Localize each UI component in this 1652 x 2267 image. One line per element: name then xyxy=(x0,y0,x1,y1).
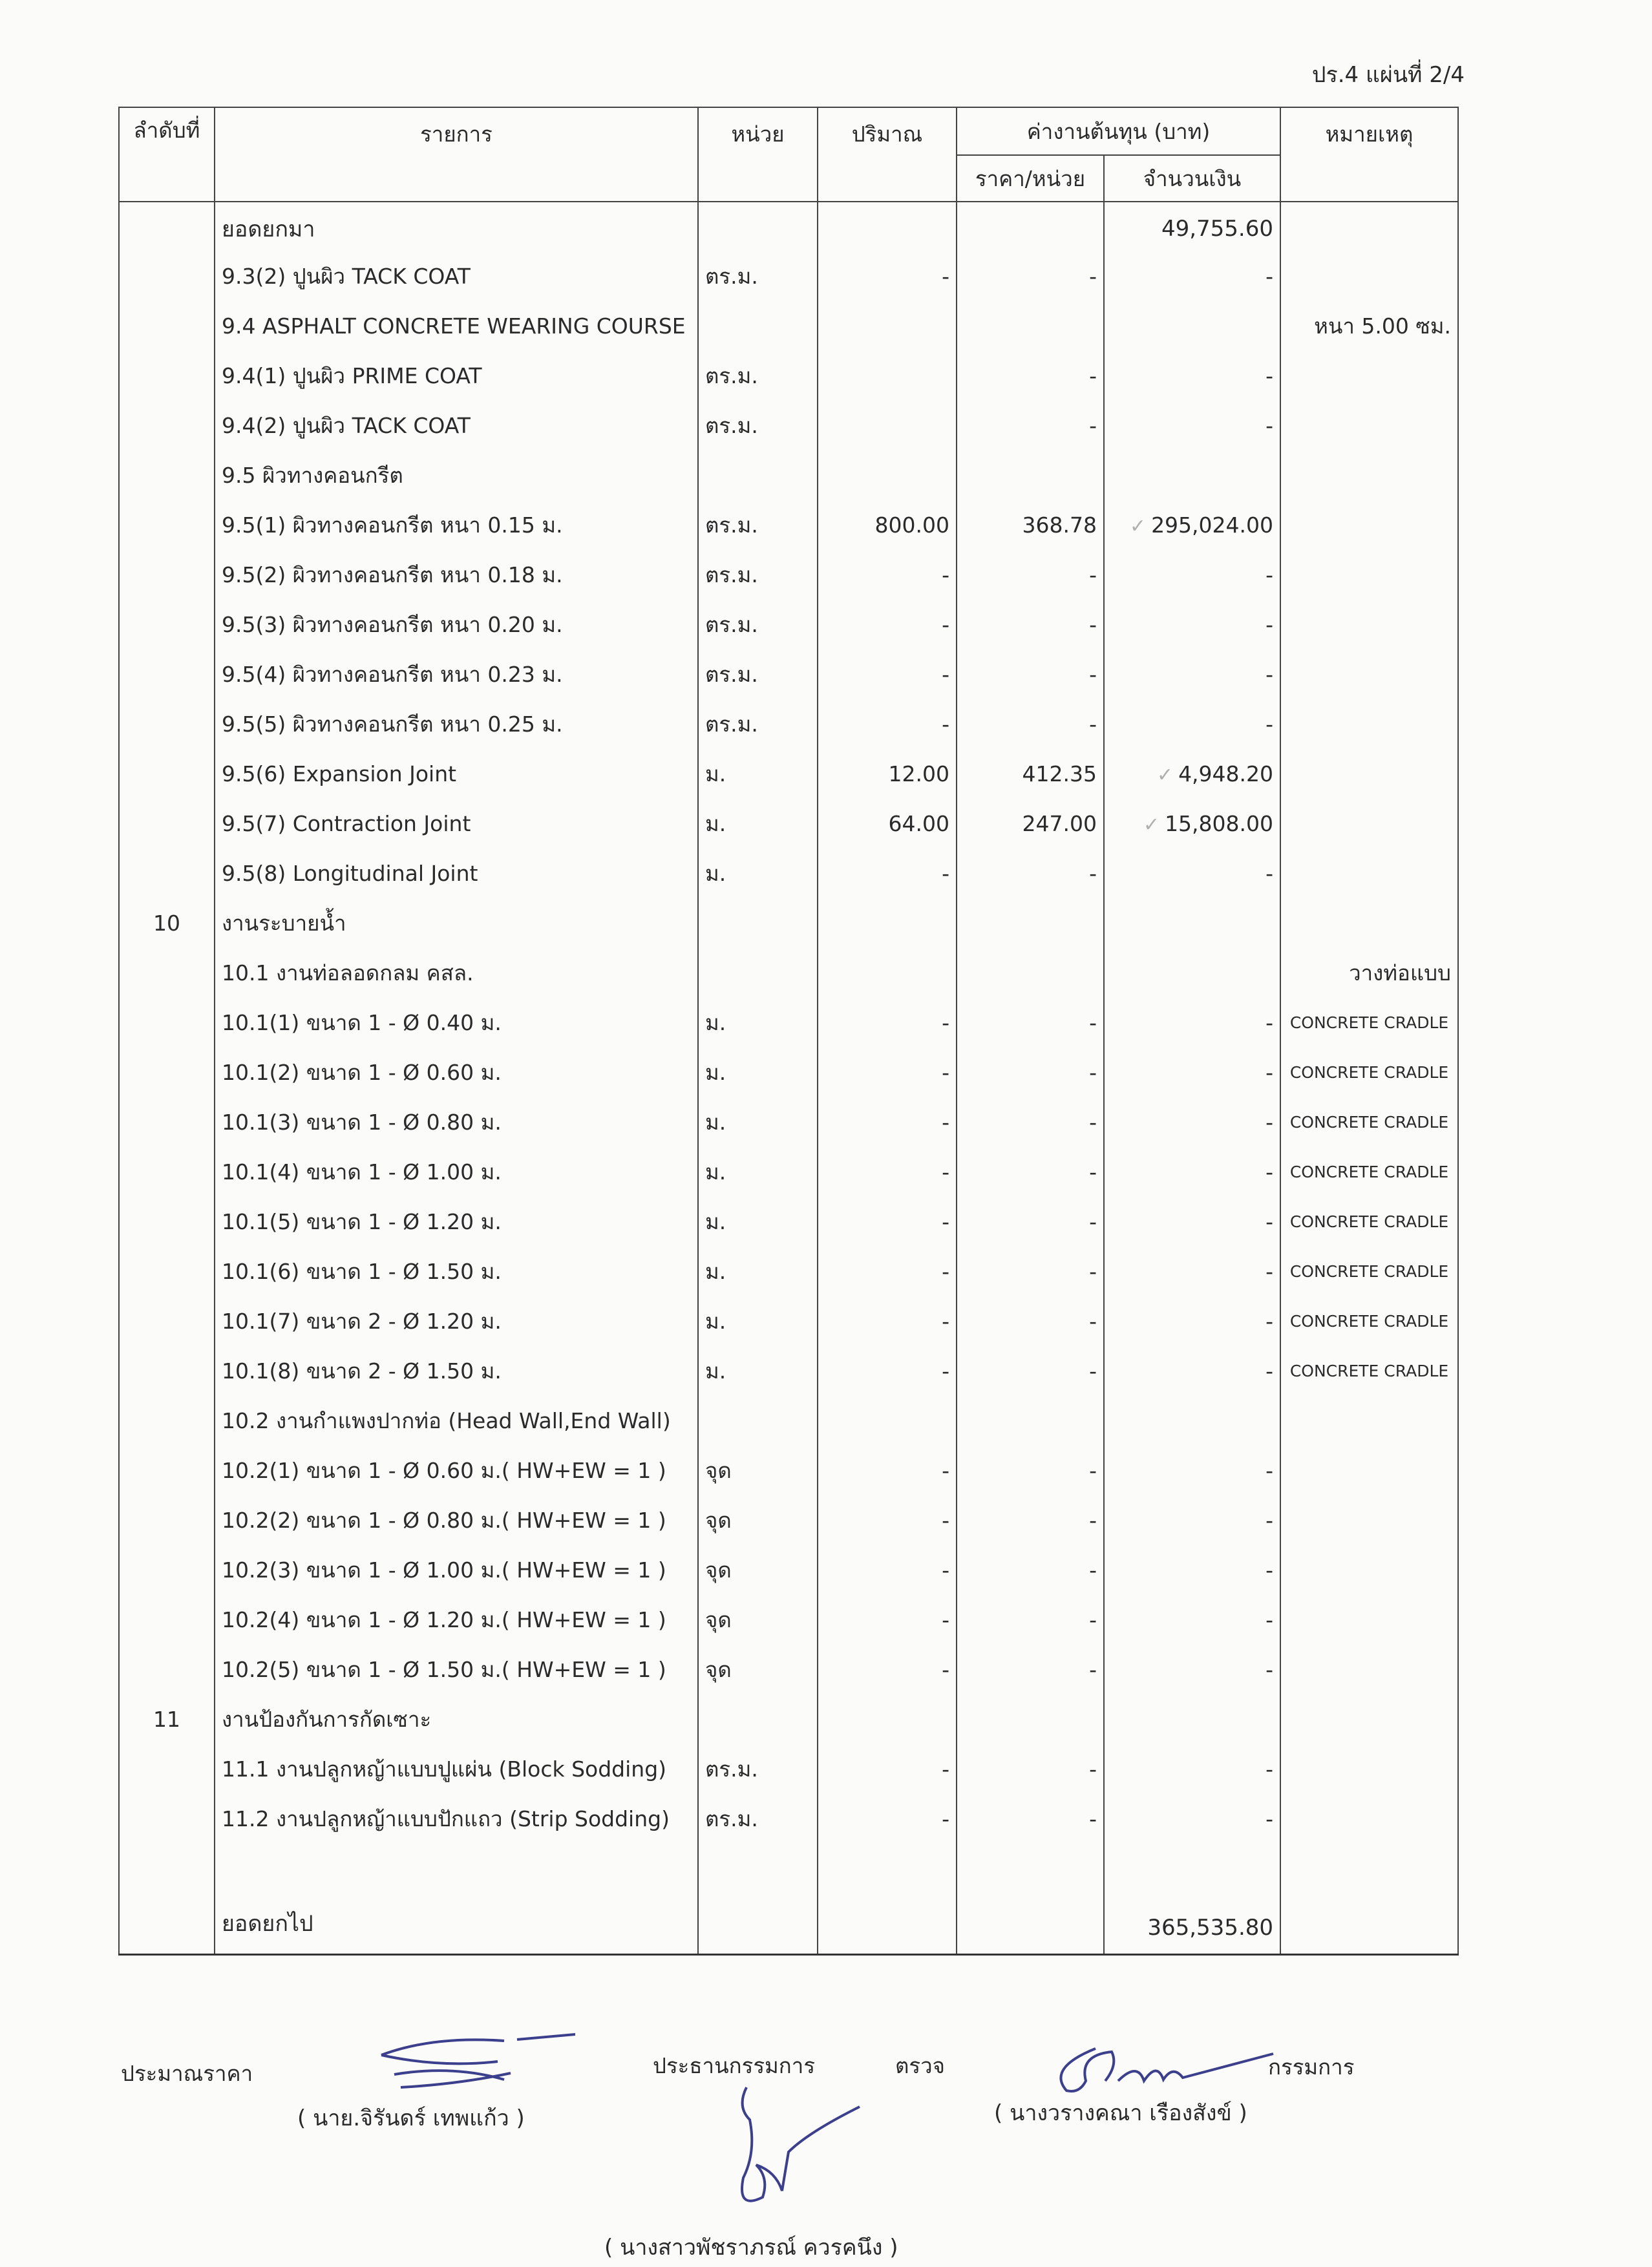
cell-item: 10.2(4) ขนาด 1 - Ø 1.20 ม.( HW+EW = 1 ) xyxy=(215,1595,698,1645)
chair-signature xyxy=(717,2081,885,2230)
cell-no xyxy=(119,1446,215,1495)
cell-amount: - xyxy=(1104,1545,1280,1595)
cell-item: 10.1(1) ขนาด 1 - Ø 0.40 ม. xyxy=(215,998,698,1048)
cell-unit xyxy=(698,301,818,351)
cell-item: 10.1(5) ขนาด 1 - Ø 1.20 ม. xyxy=(215,1197,698,1247)
cell-item: 9.5(5) ผิวทางคอนกรีต หนา 0.25 ม. xyxy=(215,699,698,749)
cell-item: 10.1(6) ขนาด 1 - Ø 1.50 ม. xyxy=(215,1247,698,1296)
cell-item: 9.4 ASPHALT CONCRETE WEARING COURSE xyxy=(215,301,698,351)
cell-note: CONCRETE CRADLE xyxy=(1280,1197,1458,1247)
cell-item: 11.1 งานปลูกหญ้าแบบปูแผ่น (Block Sodding) xyxy=(215,1744,698,1794)
cell-qty: - xyxy=(818,699,957,749)
member-name: ( นางวรางคณา เรืองสังข์ ) xyxy=(994,2100,1247,2126)
cell-unit-price: - xyxy=(957,1097,1104,1147)
cost-table xyxy=(118,107,1459,1956)
chair-label: ประธานกรรมการ xyxy=(653,2053,816,2078)
cell-amount xyxy=(1104,450,1280,500)
cell-item: 9.5(4) ผิวทางคอนกรีต หนา 0.23 ม. xyxy=(215,649,698,699)
cell-qty: - xyxy=(818,1247,957,1296)
cell-qty: - xyxy=(818,1495,957,1545)
cell-unit-price xyxy=(957,1396,1104,1446)
cell-no xyxy=(119,1097,215,1147)
cell-amount xyxy=(1104,301,1280,351)
cell-unit xyxy=(698,1844,818,1955)
cell-amount: - xyxy=(1104,649,1280,699)
cell-unit: ตร.ม. xyxy=(698,600,818,649)
cell-item: 9.4(1) ปูนผิว PRIME COAT xyxy=(215,351,698,401)
cell-note xyxy=(1280,500,1458,550)
table-row xyxy=(119,1446,1458,1495)
amount-value: 295,024.00 xyxy=(1151,512,1274,538)
cell-unit: ม. xyxy=(698,1197,818,1247)
cell-item: 10.1(8) ขนาด 2 - Ø 1.50 ม. xyxy=(215,1346,698,1396)
cell-no xyxy=(119,1048,215,1097)
cell-unit: ม. xyxy=(698,1346,818,1396)
cell-qty xyxy=(818,1396,957,1446)
cell-unit: จุด xyxy=(698,1495,818,1545)
cell-qty xyxy=(818,401,957,450)
cell-qty xyxy=(818,1694,957,1744)
cell-unit: ตร.ม. xyxy=(698,649,818,699)
cell-no xyxy=(119,450,215,500)
cell-amount xyxy=(1104,1396,1280,1446)
check-mark-icon: ✓ xyxy=(1156,764,1174,786)
cell-qty: - xyxy=(818,550,957,600)
cell-amount: 49,755.60 xyxy=(1104,202,1280,251)
cell-amount xyxy=(1104,500,1280,550)
table-row xyxy=(119,351,1458,401)
cell-item: 10.1(2) ขนาด 1 - Ø 0.60 ม. xyxy=(215,1048,698,1097)
table-row xyxy=(119,1097,1458,1147)
cell-item: 9.4(2) ปูนผิว TACK COAT xyxy=(215,401,698,450)
cell-note xyxy=(1280,351,1458,401)
cell-unit xyxy=(698,450,818,500)
cell-unit-price xyxy=(957,948,1104,998)
cell-unit-price: - xyxy=(957,251,1104,301)
header-unit: หน่วย xyxy=(698,107,818,202)
cell-note: CONCRETE CRADLE xyxy=(1280,1296,1458,1346)
table-row xyxy=(119,1048,1458,1097)
cell-amount: - xyxy=(1104,849,1280,898)
cell-unit: ม. xyxy=(698,799,818,849)
table-row xyxy=(119,1346,1458,1396)
cell-unit: ม. xyxy=(698,1296,818,1346)
cell-unit-price: - xyxy=(957,1595,1104,1645)
table-row xyxy=(119,1545,1458,1595)
cell-qty: - xyxy=(818,1595,957,1645)
cell-unit-price xyxy=(957,1694,1104,1744)
cell-item: 9.5(7) Contraction Joint xyxy=(215,799,698,849)
cell-item: 9.5(6) Expansion Joint xyxy=(215,749,698,799)
cell-qty: 12.00 xyxy=(818,749,957,799)
cell-qty: - xyxy=(818,1794,957,1844)
cell-note xyxy=(1280,1744,1458,1794)
cell-qty xyxy=(818,351,957,401)
signature-block xyxy=(0,2036,1652,2267)
table-row xyxy=(119,1645,1458,1694)
cell-amount: - xyxy=(1104,1794,1280,1844)
cell-unit xyxy=(698,898,818,948)
cell-no xyxy=(119,1296,215,1346)
cell-no xyxy=(119,600,215,649)
cell-note xyxy=(1280,1545,1458,1595)
cell-unit-price: - xyxy=(957,649,1104,699)
cell-amount xyxy=(1104,898,1280,948)
carry-forward-row xyxy=(119,1844,1458,1955)
table-row xyxy=(119,998,1458,1048)
carry-forward-label: ยอดยกไป xyxy=(215,1844,698,1955)
cell-unit-price: - xyxy=(957,351,1104,401)
table-row xyxy=(119,1794,1458,1844)
cell-no xyxy=(119,301,215,351)
cell-no xyxy=(119,1794,215,1844)
cell-no xyxy=(119,1197,215,1247)
member-signature xyxy=(1034,2029,1306,2100)
table-row xyxy=(119,1744,1458,1794)
cell-unit: จุด xyxy=(698,1545,818,1595)
cell-unit: ม. xyxy=(698,998,818,1048)
cell-no xyxy=(119,1346,215,1396)
cell-qty xyxy=(818,898,957,948)
cell-unit-price: - xyxy=(957,998,1104,1048)
cell-item: 10.1 งานท่อลอดกลม คสล. xyxy=(215,948,698,998)
cell-no xyxy=(119,699,215,749)
check-label: ตรวจ xyxy=(895,2053,946,2078)
cell-no xyxy=(119,998,215,1048)
cell-qty xyxy=(818,450,957,500)
cell-unit xyxy=(698,948,818,998)
cell-unit-price: - xyxy=(957,1346,1104,1396)
cell-item: 10.2(2) ขนาด 1 - Ø 0.80 ม.( HW+EW = 1 ) xyxy=(215,1495,698,1545)
cell-qty xyxy=(818,948,957,998)
cell-unit-price: - xyxy=(957,1247,1104,1296)
cell-note xyxy=(1280,1495,1458,1545)
table-row xyxy=(119,749,1458,799)
cell-amount: - xyxy=(1104,600,1280,649)
cell-unit-price: 412.35 xyxy=(957,749,1104,799)
cell-unit: ม. xyxy=(698,849,818,898)
cell-amount: - xyxy=(1104,998,1280,1048)
cell-amount: - xyxy=(1104,1744,1280,1794)
table-row xyxy=(119,301,1458,351)
cell-qty: - xyxy=(818,1346,957,1396)
cell-qty: 64.00 xyxy=(818,799,957,849)
cell-no xyxy=(119,202,215,251)
carry-forward-amount: 365,535.80 xyxy=(1104,1844,1280,1955)
header-item: รายการ xyxy=(215,107,698,202)
cell-note xyxy=(1280,749,1458,799)
cell-no xyxy=(119,550,215,600)
cell-unit-price: - xyxy=(957,1147,1104,1197)
cell-amount: - xyxy=(1104,1346,1280,1396)
cell-item: 10.2 งานกำแพงปากท่อ (Head Wall,End Wall) xyxy=(215,1396,698,1446)
cell-unit-price: - xyxy=(957,401,1104,450)
cell-unit: ตร.ม. xyxy=(698,550,818,600)
cell-item: งานป้องกันการกัดเซาะ xyxy=(215,1694,698,1744)
cell-unit-price: - xyxy=(957,550,1104,600)
cell-no xyxy=(119,351,215,401)
cell-no xyxy=(119,649,215,699)
cell-note xyxy=(1280,1446,1458,1495)
table-row xyxy=(119,1595,1458,1645)
cell-qty: - xyxy=(818,1744,957,1794)
cell-unit-price: - xyxy=(957,1197,1104,1247)
cell-unit: ม. xyxy=(698,1247,818,1296)
cell-unit: ตร.ม. xyxy=(698,251,818,301)
cell-unit: ม. xyxy=(698,749,818,799)
cell-qty: 800.00 xyxy=(818,500,957,550)
cell-unit: ตร.ม. xyxy=(698,1794,818,1844)
cell-note xyxy=(1280,849,1458,898)
cell-note xyxy=(1280,1844,1458,1955)
table-row xyxy=(119,600,1458,649)
cell-no: 11 xyxy=(119,1694,215,1744)
cell-qty: - xyxy=(818,1197,957,1247)
cell-no xyxy=(119,849,215,898)
cell-unit: ม. xyxy=(698,1097,818,1147)
header-amount: จำนวนเงิน xyxy=(1104,155,1280,202)
cell-unit-price xyxy=(957,202,1104,251)
cell-unit-price: - xyxy=(957,600,1104,649)
cell-unit xyxy=(698,1694,818,1744)
cell-qty: - xyxy=(818,998,957,1048)
cell-unit: จุด xyxy=(698,1595,818,1645)
table-row xyxy=(119,1694,1458,1744)
cell-unit: ม. xyxy=(698,1147,818,1197)
cell-amount xyxy=(1104,799,1280,849)
cell-no xyxy=(119,1495,215,1545)
cell-no: 10 xyxy=(119,898,215,948)
table-row xyxy=(119,699,1458,749)
cell-amount xyxy=(1104,948,1280,998)
cell-amount: - xyxy=(1104,1296,1280,1346)
cell-unit-price: - xyxy=(957,1545,1104,1595)
cell-amount xyxy=(1104,1694,1280,1744)
cell-item: 9.5(2) ผิวทางคอนกรีต หนา 0.18 ม. xyxy=(215,550,698,600)
cell-unit-price: - xyxy=(957,1048,1104,1097)
cell-qty: - xyxy=(818,1545,957,1595)
cell-no xyxy=(119,401,215,450)
member-label: กรรมการ xyxy=(1268,2054,1355,2080)
cell-qty xyxy=(818,202,957,251)
cell-item: 9.3(2) ปูนผิว TACK COAT xyxy=(215,251,698,301)
cell-item: 10.2(1) ขนาด 1 - Ø 0.60 ม.( HW+EW = 1 ) xyxy=(215,1446,698,1495)
header-note: หมายเหตุ xyxy=(1280,107,1458,202)
cell-unit-price: - xyxy=(957,1794,1104,1844)
table-row xyxy=(119,1495,1458,1545)
check-mark-icon: ✓ xyxy=(1143,814,1160,836)
cell-unit: ตร.ม. xyxy=(698,699,818,749)
cell-note: CONCRETE CRADLE xyxy=(1280,1048,1458,1097)
cell-amount: - xyxy=(1104,1495,1280,1545)
table-row xyxy=(119,1296,1458,1346)
cell-note xyxy=(1280,401,1458,450)
cell-note xyxy=(1280,1794,1458,1844)
table-row xyxy=(119,251,1458,301)
estimator-label: ประมาณราคา xyxy=(121,2061,253,2086)
cell-amount: - xyxy=(1104,1645,1280,1694)
cell-note xyxy=(1280,600,1458,649)
table-row xyxy=(119,1197,1458,1247)
cell-unit-price: - xyxy=(957,849,1104,898)
cell-unit-price: - xyxy=(957,1446,1104,1495)
cell-item: 10.1(3) ขนาด 1 - Ø 0.80 ม. xyxy=(215,1097,698,1147)
cell-no xyxy=(119,1147,215,1197)
table-row xyxy=(119,799,1458,849)
table-row xyxy=(119,401,1458,450)
cell-unit: ม. xyxy=(698,1048,818,1097)
table-row xyxy=(119,1396,1458,1446)
cell-qty: - xyxy=(818,1147,957,1197)
table-row xyxy=(119,948,1458,998)
table-row xyxy=(119,1147,1458,1197)
cell-item: ยอดยกมา xyxy=(215,202,698,251)
cell-item: 11.2 งานปลูกหญ้าแบบปักแถว (Strip Sodding) xyxy=(215,1794,698,1844)
cell-item: 9.5(3) ผิวทางคอนกรีต หนา 0.20 ม. xyxy=(215,600,698,649)
cell-note xyxy=(1280,450,1458,500)
cell-unit xyxy=(698,1396,818,1446)
cell-qty: - xyxy=(818,1048,957,1097)
page-reference: ปร.4 แผ่นที่ 2/4 xyxy=(1311,62,1465,88)
estimator-signature xyxy=(355,2029,575,2100)
cell-note: วางท่อแบบ xyxy=(1280,948,1458,998)
cell-unit-price xyxy=(957,301,1104,351)
cell-qty xyxy=(818,1844,957,1955)
cell-unit-price xyxy=(957,1844,1104,1955)
cell-qty: - xyxy=(818,1645,957,1694)
header-unit-price: ราคา/หน่วย xyxy=(957,155,1104,202)
cell-note xyxy=(1280,699,1458,749)
cell-qty: - xyxy=(818,251,957,301)
cell-amount: - xyxy=(1104,1048,1280,1097)
cell-qty: - xyxy=(818,849,957,898)
cell-amount: - xyxy=(1104,1147,1280,1197)
cell-note: CONCRETE CRADLE xyxy=(1280,1147,1458,1197)
cell-unit xyxy=(698,202,818,251)
cell-note: CONCRETE CRADLE xyxy=(1280,1346,1458,1396)
cell-note xyxy=(1280,799,1458,849)
table-row xyxy=(119,849,1458,898)
cell-no xyxy=(119,1844,215,1955)
cell-qty: - xyxy=(818,1446,957,1495)
cell-no xyxy=(119,1545,215,1595)
cell-unit: จุด xyxy=(698,1446,818,1495)
cell-note xyxy=(1280,1645,1458,1694)
cell-note: CONCRETE CRADLE xyxy=(1280,1097,1458,1147)
cell-no xyxy=(119,1744,215,1794)
cell-amount: - xyxy=(1104,251,1280,301)
cell-item: งานระบายน้ำ xyxy=(215,898,698,948)
cell-item: 10.2(5) ขนาด 1 - Ø 1.50 ม.( HW+EW = 1 ) xyxy=(215,1645,698,1694)
amount-value: 15,808.00 xyxy=(1165,811,1274,836)
cell-unit-price: - xyxy=(957,1645,1104,1694)
cell-note: CONCRETE CRADLE xyxy=(1280,1247,1458,1296)
cell-unit-price: - xyxy=(957,1296,1104,1346)
table-row xyxy=(119,500,1458,550)
cell-note xyxy=(1280,1595,1458,1645)
table-row xyxy=(119,202,1458,251)
cell-note xyxy=(1280,1396,1458,1446)
cell-amount: - xyxy=(1104,1247,1280,1296)
cell-amount: - xyxy=(1104,699,1280,749)
cell-qty: - xyxy=(818,600,957,649)
cell-amount: - xyxy=(1104,351,1280,401)
cell-item: 10.2(3) ขนาด 1 - Ø 1.00 ม.( HW+EW = 1 ) xyxy=(215,1545,698,1595)
table-row xyxy=(119,450,1458,500)
cell-note xyxy=(1280,202,1458,251)
header-no: ลำดับที่ xyxy=(119,107,215,202)
cell-unit-price: 247.00 xyxy=(957,799,1104,849)
chair-name: ( นางสาวพัชราภรณ์ ควรคนึง ) xyxy=(604,2235,898,2261)
cell-no xyxy=(119,1595,215,1645)
table-row xyxy=(119,550,1458,600)
cell-amount: - xyxy=(1104,401,1280,450)
cell-no xyxy=(119,1396,215,1446)
cell-unit: จุด xyxy=(698,1645,818,1694)
cell-item: 10.1(7) ขนาด 2 - Ø 1.20 ม. xyxy=(215,1296,698,1346)
amount-value: 4,948.20 xyxy=(1178,761,1274,786)
cell-unit-price xyxy=(957,898,1104,948)
cell-no xyxy=(119,749,215,799)
cell-no xyxy=(119,799,215,849)
cell-item: 9.5(8) Longitudinal Joint xyxy=(215,849,698,898)
cell-note xyxy=(1280,1694,1458,1744)
cell-qty: - xyxy=(818,1296,957,1346)
cell-item: 9.5(1) ผิวทางคอนกรีต หนา 0.15 ม. xyxy=(215,500,698,550)
cell-no xyxy=(119,1645,215,1694)
cell-note: CONCRETE CRADLE xyxy=(1280,998,1458,1048)
cell-amount: - xyxy=(1104,550,1280,600)
cell-amount: - xyxy=(1104,1197,1280,1247)
cell-no xyxy=(119,251,215,301)
header-cost-group: ค่างานต้นทุน (บาท) xyxy=(957,107,1280,155)
cell-item: 10.1(4) ขนาด 1 - Ø 1.00 ม. xyxy=(215,1147,698,1197)
check-mark-icon: ✓ xyxy=(1129,515,1147,538)
header-qty: ปริมาณ xyxy=(818,107,957,202)
cell-unit-price: - xyxy=(957,699,1104,749)
cell-no xyxy=(119,1247,215,1296)
cell-note: หนา 5.00 ซม. xyxy=(1280,301,1458,351)
estimator-name: ( นาย.จิรันดร์ เทพแก้ว ) xyxy=(297,2105,525,2131)
cell-note xyxy=(1280,898,1458,948)
cell-qty xyxy=(818,301,957,351)
cell-amount: - xyxy=(1104,1595,1280,1645)
cell-unit: ตร.ม. xyxy=(698,351,818,401)
table-row xyxy=(119,649,1458,699)
table-row xyxy=(119,898,1458,948)
cell-amount: - xyxy=(1104,1097,1280,1147)
cell-amount: - xyxy=(1104,1446,1280,1495)
cell-no xyxy=(119,948,215,998)
cell-unit: ตร.ม. xyxy=(698,401,818,450)
cell-item: 9.5 ผิวทางคอนกรีต xyxy=(215,450,698,500)
cell-note xyxy=(1280,550,1458,600)
cell-qty: - xyxy=(818,1097,957,1147)
cell-unit-price: - xyxy=(957,1744,1104,1794)
cell-amount xyxy=(1104,749,1280,799)
cell-note xyxy=(1280,251,1458,301)
cell-note xyxy=(1280,649,1458,699)
cell-unit-price xyxy=(957,450,1104,500)
cell-no xyxy=(119,500,215,550)
cell-unit: ตร.ม. xyxy=(698,1744,818,1794)
cell-unit-price: - xyxy=(957,1495,1104,1545)
cell-unit-price: 368.78 xyxy=(957,500,1104,550)
table-row xyxy=(119,1247,1458,1296)
cell-qty: - xyxy=(818,649,957,699)
cell-unit: ตร.ม. xyxy=(698,500,818,550)
